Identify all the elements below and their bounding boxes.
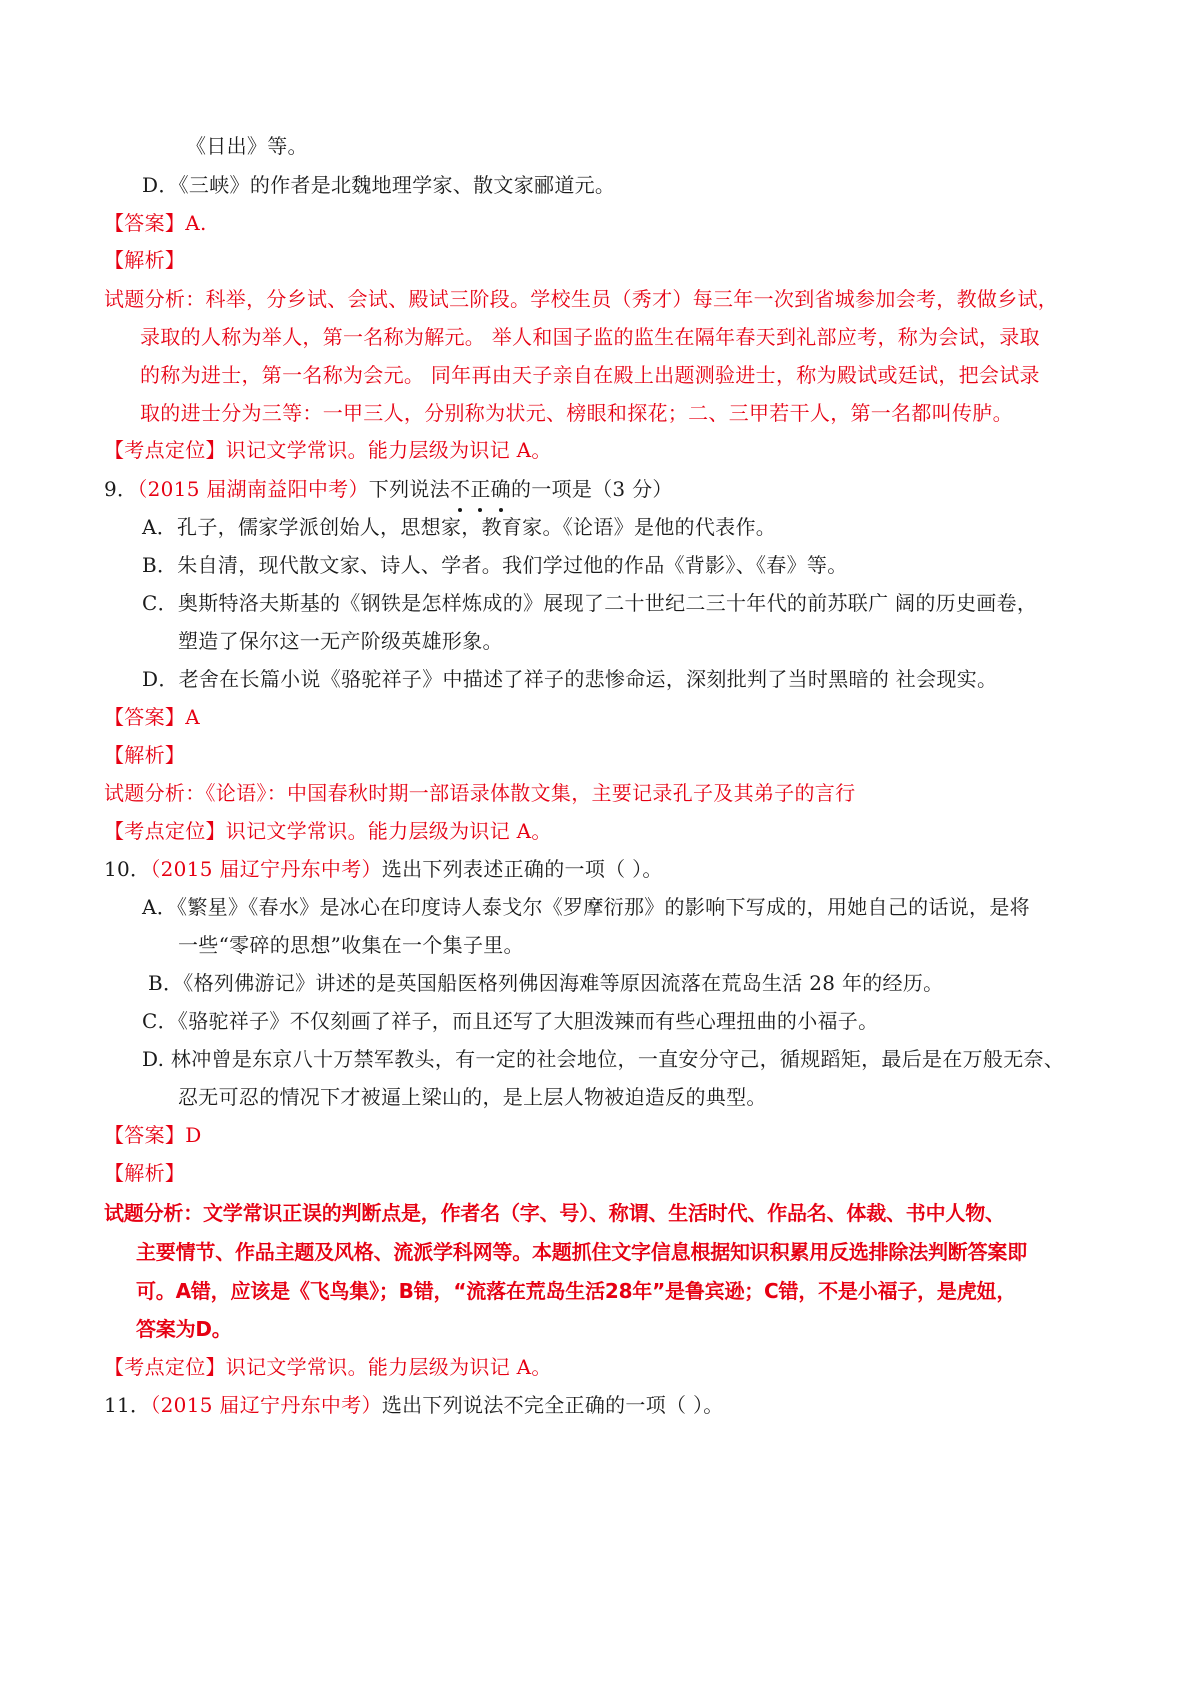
q10-option-a-cont: 一些“零碎的思想”收集在一个集子里。 — [178, 933, 524, 957]
q10-analysis-label: 【解析】 — [104, 1161, 186, 1185]
q9-emphasis-char: 不 — [450, 477, 471, 501]
q10-option-a: A．《繁星》《春水》是冰心在印度诗人泰戈尔《罗摩衍那》的影响下写成的，用她自己的话说，是将 — [142, 895, 1030, 919]
q9-source: （2015 届湖南益阳中考） — [137, 477, 369, 501]
q11-source: （2015 届辽宁丹东中考） — [150, 1393, 382, 1417]
q10-analysis-line: 可。A错，应该是《飞鸟集》；B错，“流落在荒岛生活28年”是鲁宾逊；C错，不是小福子，是虎妞， — [136, 1279, 1017, 1303]
q9-stem-pre: 下列说法 — [368, 477, 450, 501]
q10-stem-text: 选出下列表述正确的一项（ ）。 — [381, 857, 663, 881]
q10-number: 10． — [104, 857, 151, 881]
q8-analysis-label: 【解析】 — [104, 248, 186, 272]
q9-option-c: C．奥斯特洛夫斯基的《钢铁是怎样炼成的》展现了二十世纪二三十年代的前苏联广 阔的历史画卷， — [142, 591, 1038, 615]
q10-analysis-line: 主要情节、作品主题及风格、流派学科网等。本题抓住文字信息根据知识积累用反选排除法判断答案即 — [136, 1240, 1027, 1264]
q11-stem-text: 选出下列说法不完全正确的一项（ ）。 — [381, 1393, 724, 1417]
q9-number: 9． — [104, 477, 138, 501]
q10-analysis-line: 试题分析：文学常识正误的判断点是，作者名（字、号）、称谓、生活时代、作品名、体裁、书中人物、 — [104, 1201, 1005, 1225]
q9-analysis-label: 【解析】 — [104, 743, 186, 767]
q9-stem — [104, 475, 673, 503]
q8-analysis-line: 录取的人称为举人，第一名称为解元。 举人和国子监的监生在隔年春天到礼部应考，称为会试，录取 — [140, 325, 1040, 349]
q8-analysis-line: 试题分析：科举，分乡试、会试、殿试三阶段。学校生员（秀才）每三年一次到省城参加会考，教做乡试， — [104, 287, 1059, 311]
q10-option-b: B．《格列佛游记》讲述的是英国船医格列佛因海难等原因流落在荒岛生活 28 年的经历。 — [148, 971, 944, 995]
q8-option-d: D．《三峡》的作者是北魏地理学家、散文家郦道元。 — [142, 173, 616, 197]
q9-stem-post: 的一项是（3 分） — [510, 477, 673, 501]
q9-option-b: B．朱自清，现代散文家、诗人、学者。我们学过他的作品《背影》、《春》等。 — [142, 553, 848, 577]
q9-option-c-cont: 塑造了保尔这一无产阶级英雄形象。 — [178, 629, 503, 653]
q10-option-c: C．《骆驼祥子》不仅刻画了祥子，而且还写了大胆泼辣而有些心理扭曲的小福子。 — [142, 1009, 879, 1033]
q10-analysis-line: 答案为D。 — [136, 1317, 232, 1341]
q10-source: （2015 届辽宁丹东中考） — [150, 857, 382, 881]
q10-stem — [104, 855, 663, 883]
q8-analysis-line: 的称为进士，第一名称为会元。 同年再由天子亲自在殿上出题测验进士，称为殿试或廷试，把会试录 — [140, 363, 1040, 387]
q9-emphasis-char: 确 — [490, 477, 511, 501]
q9-point-label: 【考点定位】识记文学常识。能力层级为识记 A。 — [104, 819, 552, 843]
q11-stem — [104, 1391, 724, 1419]
q9-emphasis-char: 正 — [470, 477, 491, 501]
q8-point-label: 【考点定位】识记文学常识。能力层级为识记 A。 — [104, 438, 552, 462]
q10-point-label: 【考点定位】识记文学常识。能力层级为识记 A。 — [104, 1355, 552, 1379]
q10-option-d: D. 林冲曾是东京八十万禁军教头，有一定的社会地位，一直安分守己，循规蹈矩，最后是在万般无奈、 — [142, 1047, 1065, 1071]
q8-option-c-tail: 《日出》等。 — [186, 134, 308, 158]
q9-analysis: 试题分析：《论语》：中国春秋时期一部语录体散文集，主要记录孔子及其弟子的言行 — [104, 781, 856, 805]
q9-option-d: D．老舍在长篇小说《骆驼祥子》中描述了祥子的悲惨命运，深刻批判了当时黑暗的 社会现实。 — [142, 667, 998, 691]
q10-answer: 【答案】D — [104, 1123, 202, 1147]
q8-analysis-line: 取的进士分为三等：一甲三人，分别称为状元、榜眼和探花；二、三甲若干人，第一名都叫传胪。 — [140, 401, 1013, 425]
q9-answer: 【答案】A — [104, 705, 200, 729]
q10-option-d-cont: 忍无可忍的情况下才被逼上梁山的，是上层人物被迫造反的典型。 — [178, 1085, 767, 1109]
q11-number: 11． — [104, 1393, 151, 1417]
q8-answer: 【答案】A. — [104, 211, 207, 235]
q9-option-a: A．孔子，儒家学派创始人，思想家，教育家。《论语》是他的代表作。 — [142, 515, 777, 539]
